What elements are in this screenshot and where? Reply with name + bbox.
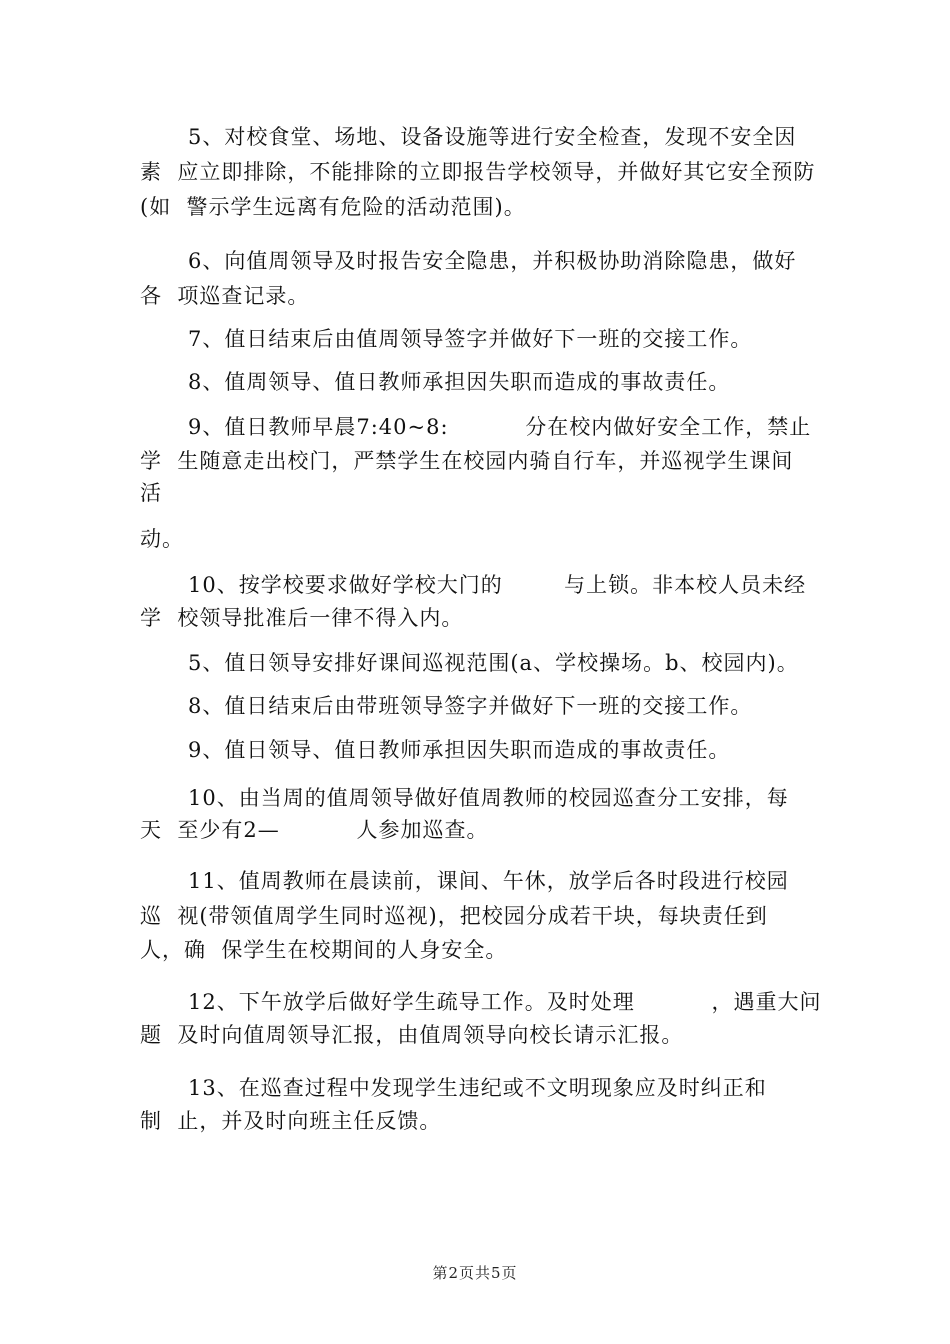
paragraph-line: 素 应立即排除，不能排除的立即报告学校领导，并做好其它安全预防 [140, 160, 816, 184]
paragraph-line: 11、值周教师在晨读前，课间、午休，放学后各时段进行校园 [188, 869, 789, 893]
paragraph-line: 9、值日教师早晨7:40~8: 分在校内做好安全工作，禁止 [188, 415, 812, 439]
paragraph-line: 活 [140, 481, 162, 505]
paragraph-line: 12、下午放学后做好学生疏导工作。及时处理 ，遇重大问 [188, 990, 822, 1014]
paragraph-line: 学 生随意走出校门，严禁学生在校园内骑自行车，并巡视学生课间 [140, 449, 794, 473]
paragraph-line: 6、向值周领导及时报告安全隐患，并积极协助消除隐患，做好 [188, 249, 797, 273]
paragraph-line: 各 项巡查记录。 [140, 284, 310, 308]
paragraph-line: 10、按学校要求做好学校大门的 与上锁。非本校人员未经 [188, 573, 807, 597]
paragraph-line: (如 警示学生远离有危险的活动范围)。 [140, 195, 526, 219]
paragraph-line: 5、值日领导安排好课间巡视范围(a、学校操场。b、校园内)。 [188, 651, 799, 675]
paragraph-line: 巡 视(带领值周学生同时巡视)，把校园分成若干块，每块责任到 [140, 904, 768, 928]
paragraph-line: 学 校领导批准后一律不得入内。 [140, 606, 464, 630]
paragraph-line: 9、值日领导、值日教师承担因失职而造成的事故责任。 [188, 738, 731, 762]
paragraph-line: 人，确 保学生在校期间的人身安全。 [140, 938, 508, 962]
paragraph-line: 8、值周领导、值日教师承担因失职而造成的事故责任。 [188, 370, 731, 394]
paragraph-line: 制 止，并及时向班主任反馈。 [140, 1109, 442, 1133]
paragraph-line: 5、对校食堂、场地、设备设施等进行安全检查，发现不安全因 [188, 125, 797, 149]
page-number-footer: 第2页共5页 [432, 1264, 518, 1282]
paragraph-line: 7、值日结束后由值周领导签字并做好下一班的交接工作。 [188, 327, 753, 351]
paragraph-line: 天 至少有2— 人参加巡查。 [140, 818, 489, 842]
paragraph-line: 题 及时向值周领导汇报，由值周领导向校长请示汇报。 [140, 1023, 684, 1047]
paragraph-line: 8、值日结束后由带班领导签字并做好下一班的交接工作。 [188, 694, 753, 718]
paragraph-line: 10、由当周的值周领导做好值周教师的校园巡查分工安排，每 [188, 786, 789, 810]
paragraph-line: 动。 [140, 527, 184, 551]
paragraph-line: 13、在巡查过程中发现学生违纪或不文明现象应及时纠正和 [188, 1076, 767, 1100]
